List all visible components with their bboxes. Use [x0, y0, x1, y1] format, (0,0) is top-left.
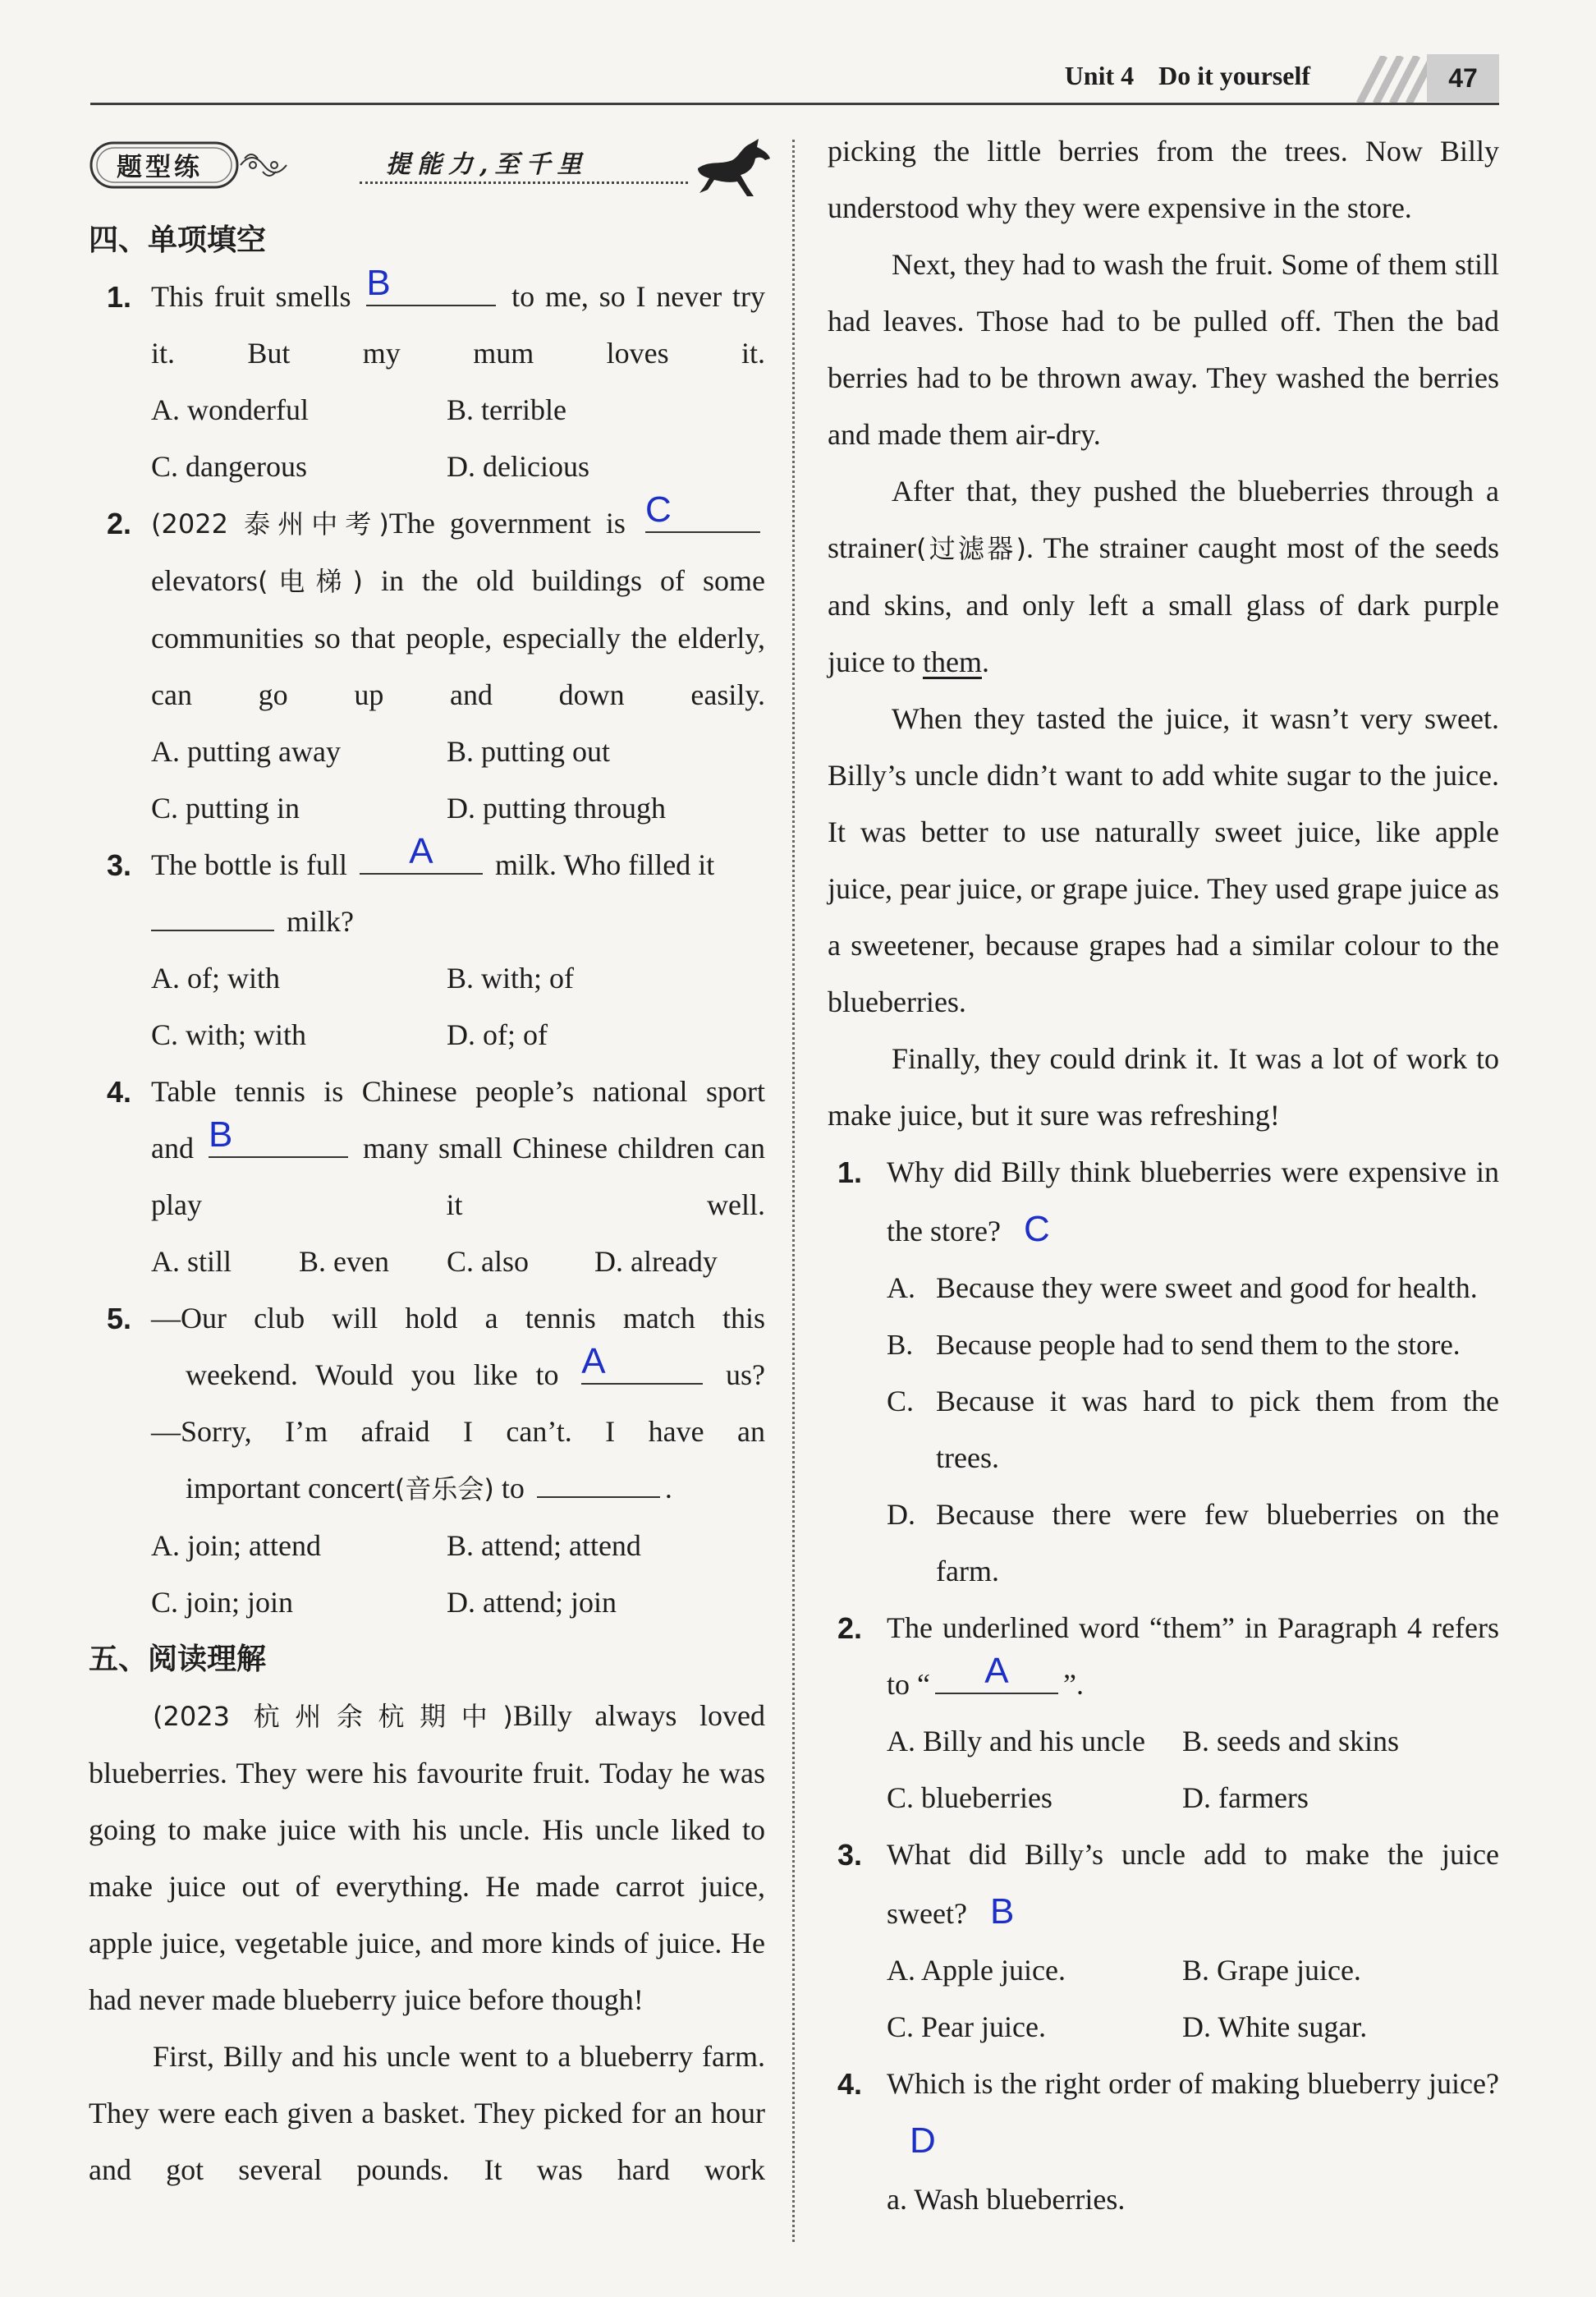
question-text: What did Billy’s uncle add to make the juice sweet?: [887, 1838, 1499, 1930]
option-b[interactable]: B. terrible: [447, 393, 566, 426]
option-b[interactable]: B. Grape juice.: [1182, 1954, 1361, 1987]
handwritten-answer: B: [366, 263, 391, 303]
question-text: The bottle is full: [151, 848, 347, 881]
answer-blank[interactable]: [209, 1114, 348, 1158]
option-d[interactable]: D. White sugar.: [1182, 2010, 1368, 2043]
option-b[interactable]: B. even: [299, 1245, 389, 1278]
option-b[interactable]: B. attend; attend: [447, 1529, 641, 1562]
step-item: a. Wash blueberries.: [887, 2183, 1126, 2216]
option-d[interactable]: [887, 1486, 1499, 1600]
passage-paragraph-6: Finally, they could drink it. It was a lot of work to make juice, but it sure was refreshing!: [828, 1042, 1499, 1132]
option-c[interactable]: C. putting in: [151, 792, 300, 825]
option-text: Because they were sweet and good for health.: [936, 1271, 1478, 1304]
question-4: [89, 1064, 765, 1233]
question-text: to me, so I never try it. But my mum loves it.: [151, 280, 766, 370]
reading-question-2: [828, 1600, 1499, 1713]
answer-blank[interactable]: [151, 894, 274, 931]
question-number: 3.: [837, 1838, 863, 1872]
option-a[interactable]: [887, 1260, 1499, 1316]
section-title-single-choice: 四、单项填空: [89, 223, 267, 257]
question-number: 4.: [107, 1075, 132, 1109]
question-number: 5.: [107, 1302, 132, 1335]
passage-paragraph-2: First, Billy and his uncle went to a blueberry farm. They were each given a basket. They picked for an hour and got several pounds. It was hard work: [89, 2040, 765, 2186]
passage-source: (2023 杭州余杭期中): [153, 1701, 513, 1732]
chinese-gloss: (音乐会): [394, 1473, 494, 1505]
option-text: Because there were few blueberries on the farm.: [936, 1498, 1499, 1587]
option-a[interactable]: A. Apple juice.: [887, 1954, 1066, 1987]
option-d[interactable]: D. delicious: [447, 450, 589, 483]
page-number: 47: [1427, 54, 1499, 102]
unit-name: Do it yourself: [1158, 61, 1310, 90]
passage-text: After that, they pushed the blueberries through a strainer: [828, 475, 1499, 564]
column-divider: [792, 140, 795, 2242]
option-letter: D.: [887, 1498, 915, 1531]
option-c[interactable]: C. join; join: [151, 1586, 294, 1619]
answer-blank[interactable]: [581, 1341, 703, 1385]
handwritten-answer: A: [984, 1651, 1009, 1691]
badge-text: 题型练: [117, 153, 203, 182]
options-q3: [89, 950, 765, 1064]
section-title-reading: 五、阅读理解: [89, 1642, 267, 1676]
question-text: and: [151, 1132, 194, 1165]
question-number: 1.: [107, 280, 132, 314]
answer-blank[interactable]: [935, 1651, 1058, 1694]
section-banner: [89, 136, 762, 201]
options-rq2: [828, 1713, 1499, 1826]
option-d[interactable]: D. attend; join: [447, 1586, 617, 1619]
answer-blank[interactable]: [537, 1460, 660, 1498]
option-b[interactable]: B. putting out: [447, 735, 611, 768]
passage-paragraph-2-cont: picking the little berries from the trees. Now Billy understood why they were expensive in the store.: [828, 135, 1499, 224]
hatch-decoration-icon: [1345, 56, 1435, 103]
handwritten-answer: C: [1023, 1209, 1050, 1249]
option-c[interactable]: C. with; with: [151, 1018, 307, 1051]
right-column: [828, 123, 1499, 2228]
passage-text: . The strainer caught most of the seeds and skins, and only left a small glass of dark purple juice to: [828, 531, 1499, 678]
option-d[interactable]: D. already: [594, 1245, 718, 1278]
chinese-gloss: (电梯): [257, 566, 363, 597]
answer-blank[interactable]: [644, 489, 760, 533]
options-rq4: [828, 2171, 1499, 2228]
question-text: Which is the right order of making blueberry juice?: [887, 2067, 1499, 2100]
option-d[interactable]: D. farmers: [1182, 1781, 1309, 1814]
option-a[interactable]: A. Billy and his uncle: [887, 1725, 1145, 1757]
question-number: 4.: [837, 2067, 863, 2101]
option-c[interactable]: C. blueberries: [887, 1781, 1053, 1814]
passage-paragraph-1: [89, 1688, 765, 2028]
chinese-gloss: (过滤器): [915, 533, 1026, 564]
option-c[interactable]: C. dangerous: [151, 450, 307, 483]
question-text: This fruit smells: [151, 280, 351, 313]
question-3: [89, 831, 765, 950]
options-q5: [89, 1518, 765, 1631]
dialogue-line: —Sorry, I’m afraid I can’t. I have an: [151, 1415, 765, 1448]
handwritten-answer: B: [989, 1891, 1015, 1932]
dialogue-line: —Our club will hold a tennis match this: [151, 1302, 765, 1335]
question-number: 3.: [107, 848, 132, 882]
unit-title: [1065, 61, 1310, 91]
option-b[interactable]: B. with; of: [447, 962, 575, 995]
question-text: elevators: [151, 564, 258, 597]
reading-question-4: [828, 2056, 1499, 2171]
option-text: Because people had to send them to the store.: [936, 1329, 1461, 1361]
options-rq1: [828, 1260, 1499, 1600]
underlined-word: them: [922, 645, 982, 678]
question-source: (2022 泰州中考): [151, 508, 389, 540]
question-text: milk?: [287, 905, 354, 938]
question-text: in the old buildings of some communities so that people, especially the elderly, can go up and down easily.: [151, 564, 765, 711]
question-1: [89, 263, 766, 382]
options-rq3: [828, 1942, 1499, 2056]
question-text: The underlined word “them” in Paragraph 4 refers to “: [887, 1611, 1499, 1701]
answer-blank[interactable]: [366, 263, 496, 306]
question-text: Why did Billy think blueberries were expensive in the store?: [887, 1155, 1499, 1247]
banner-slogan: 提能力,至千里: [386, 150, 589, 179]
reading-question-1: [828, 1144, 1499, 1260]
options-q4: [89, 1233, 765, 1290]
reading-question-3: [828, 1826, 1499, 1942]
question-text: ”.: [1062, 1668, 1084, 1701]
option-b[interactable]: [887, 1316, 1499, 1373]
option-a[interactable]: A. putting away: [151, 735, 341, 768]
banner-dotted-rule: [360, 181, 688, 184]
handwritten-answer: A: [581, 1341, 606, 1381]
handwritten-answer: B: [209, 1114, 233, 1155]
passage-paragraph-4: [828, 463, 1499, 691]
option-a[interactable]: A. of; with: [151, 962, 280, 995]
dialogue-line: important concert: [186, 1472, 395, 1505]
options-q1: [89, 382, 765, 495]
question-text: many small Chinese children can play it well.: [151, 1132, 766, 1221]
unit-label: Unit 4: [1064, 61, 1135, 90]
passage-text: .: [981, 645, 989, 678]
option-c[interactable]: [887, 1373, 1499, 1486]
option-d[interactable]: D. of; of: [447, 1018, 548, 1051]
passage-paragraph-3: Next, they had to wash the fruit. Some of them still had leaves. Those had to be pulled off. Then the bad berries had to be thrown away. They washed the berries and made them air-dry.: [828, 248, 1499, 451]
option-a[interactable]: A. wonderful: [151, 393, 309, 426]
passage-text: Billy always loved blueberries. They were his favourite fruit. Today he was going to make juice with his uncle. His uncle liked to make juice out of everything. He made carrot juice, apple juice, vegetable juice, and more kinds of juice. He had never made blueberry juice before though!: [89, 1699, 765, 2016]
handwritten-answer: C: [644, 489, 672, 530]
option-b[interactable]: B. seeds and skins: [1182, 1725, 1399, 1757]
option-letter: A.: [887, 1271, 915, 1304]
header-rule: [90, 103, 1499, 105]
dialogue-line: to: [501, 1472, 525, 1505]
question-5: 5. —Our club will hold a tennis match this weekend. Would you like to A us? —Sorry, I’m afraid I can’t. I have an important concert(音乐会) to .: [89, 1290, 765, 1518]
option-letter: B.: [887, 1329, 914, 1361]
dialogue-line: us?: [726, 1358, 766, 1391]
option-c[interactable]: C. Pear juice.: [887, 2010, 1046, 2043]
question-2: [89, 489, 765, 724]
option-letter: C.: [887, 1385, 915, 1417]
handwritten-answer: A: [409, 831, 433, 871]
options-q2: [89, 724, 765, 837]
question-number: 1.: [837, 1155, 863, 1189]
question-number: 2.: [837, 1611, 863, 1645]
question-text: Table tennis is Chinese people’s national sport: [151, 1075, 765, 1108]
handwritten-answer: D: [910, 2120, 936, 2161]
left-column: [89, 212, 765, 2198]
option-a[interactable]: A. join; attend: [151, 1529, 321, 1562]
option-d[interactable]: D. putting through: [447, 792, 666, 825]
question-text: milk. Who filled it: [494, 848, 715, 881]
answer-blank[interactable]: [360, 831, 483, 875]
option-text: Because it was hard to pick them from the trees.: [936, 1385, 1499, 1474]
horse-icon: [693, 136, 773, 200]
passage-paragraph-5: When they tasted the juice, it wasn’t very sweet. Billy’s uncle didn’t want to add white sugar to the juice. It was better to use naturally sweet juice, like apple juice, pear juice, or grape juice. They used grape juice as a sweetener, because grapes had a similar colour to the blueberries.: [828, 702, 1499, 1018]
dialogue-line: weekend. Would you like to: [186, 1358, 559, 1391]
page-header: [90, 51, 1499, 105]
question-text: The government is: [388, 507, 626, 540]
question-number: 2.: [107, 507, 132, 540]
option-a[interactable]: A. still: [151, 1245, 232, 1278]
option-c[interactable]: C. also: [447, 1245, 530, 1278]
